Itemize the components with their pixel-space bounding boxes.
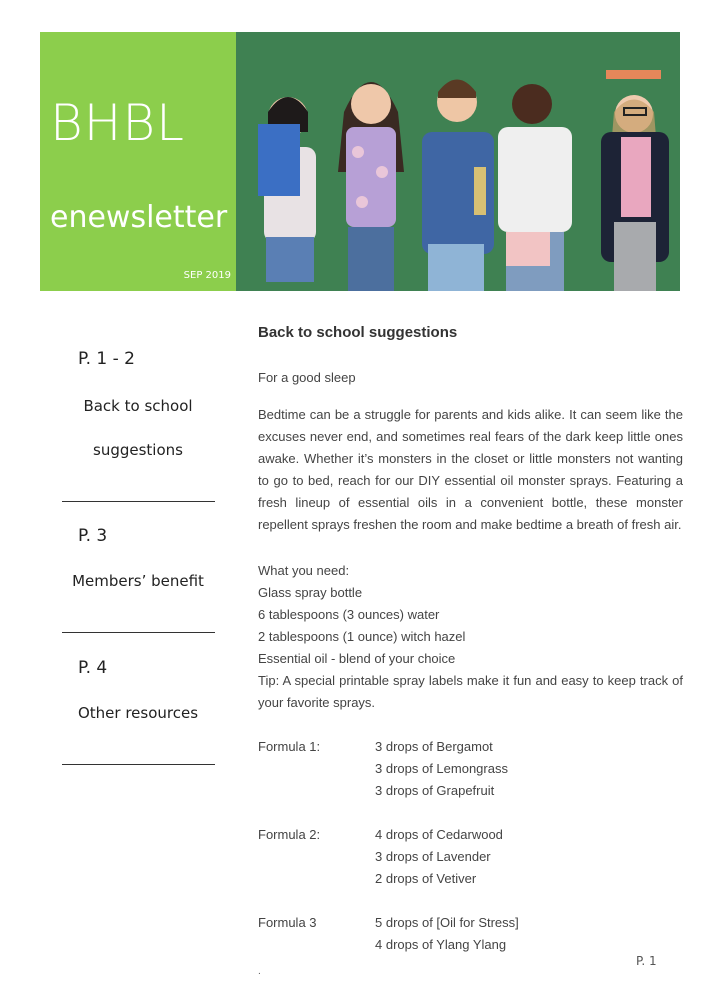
formula-item: 4 drops of Ylang Ylang bbox=[375, 937, 507, 952]
toc-page-number: P. 1 - 2 bbox=[78, 349, 135, 369]
child-figure bbox=[258, 97, 316, 282]
formula-label: Formula 3 bbox=[258, 915, 317, 930]
toc-divider bbox=[62, 764, 215, 765]
toc-entry-back-to-school[interactable]: suggestions bbox=[93, 441, 183, 459]
article-subheading: For a good sleep bbox=[258, 370, 356, 385]
toc-divider bbox=[62, 632, 215, 633]
article-heading: Back to school suggestions bbox=[258, 324, 458, 341]
toc-entry-back-to-school[interactable]: Back to school bbox=[83, 397, 193, 415]
toc-page-number: P. 3 bbox=[78, 526, 108, 546]
children-photo-illustration bbox=[236, 32, 680, 291]
needs-item: 2 tablespoons (1 ounce) witch hazel bbox=[258, 629, 466, 644]
formula-item: 4 drops of Cedarwood bbox=[375, 827, 503, 842]
brand-title: BHBL bbox=[50, 94, 185, 152]
formula-label: Formula 2: bbox=[258, 827, 321, 842]
needs-heading: What you need: bbox=[258, 563, 350, 578]
article-paragraph: Bedtime can be a struggle for parents and kids alike. It can seem like the excuses never end, and sometimes real fears of the dark keep little ones awake. Whether it’s monsters in the closet or little monsters not wanting to go to bed, reach for our DIY essential oil monster sprays. Featuring a fresh lineup of essential oils in a convenient bottle, these monster repellent sprays freshen the room and make bedtime a breath of fresh air. bbox=[258, 407, 683, 532]
tip-text: Tip: A special printable spray labels make it fun and easy to keep track of your favorite sprays. bbox=[258, 673, 683, 710]
needs-item: 6 tablespoons (3 ounces) water bbox=[258, 607, 440, 622]
brand-panel bbox=[40, 32, 236, 291]
toc-page-number: P. 4 bbox=[78, 658, 108, 678]
brand-subtitle: enewsletter bbox=[50, 200, 228, 235]
toc-divider bbox=[62, 501, 215, 502]
formula-item: 3 drops of Bergamot bbox=[375, 739, 493, 754]
formula-item: 3 drops of Lavender bbox=[375, 849, 491, 864]
formula-label: Formula 1: bbox=[258, 739, 321, 754]
page-number: P. 1 bbox=[636, 954, 657, 968]
issue-date: SEP 2019 bbox=[183, 270, 231, 281]
formula-item: 3 drops of Lemongrass bbox=[375, 761, 508, 776]
children-photo bbox=[236, 32, 680, 291]
trailing-mark: . bbox=[258, 966, 261, 977]
formula-item: 3 drops of Grapefruit bbox=[375, 783, 495, 798]
toc-entry-members-benefit[interactable]: Members’ benefit bbox=[72, 572, 204, 590]
newsletter-banner bbox=[40, 32, 680, 291]
needs-item: Glass spray bottle bbox=[258, 585, 363, 600]
needs-item: Essential oil - blend of your choice bbox=[258, 651, 456, 666]
formula-item: 2 drops of Vetiver bbox=[375, 871, 477, 886]
toc-entry-other-resources[interactable]: Other resources bbox=[77, 704, 199, 722]
formula-item: 5 drops of [Oil for Stress] bbox=[375, 915, 519, 930]
